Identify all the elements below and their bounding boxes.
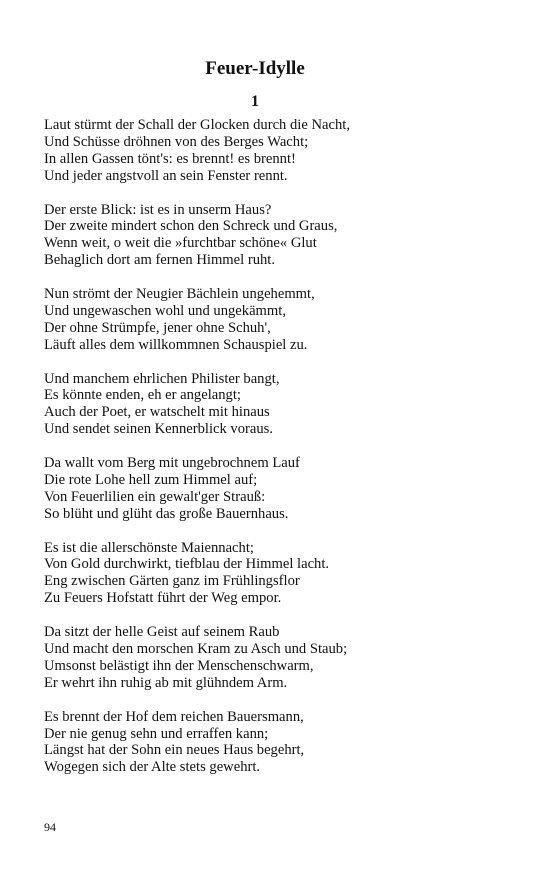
- verse-line: Eng zwischen Gärten ganz im Frühlingsflor: [44, 573, 300, 590]
- stanza: [44, 709, 484, 777]
- verse-line: Behaglich dort am fernen Himmel ruht.: [44, 252, 275, 269]
- verse-line: In allen Gassen tönt's: es brennt! es brennt!: [44, 150, 296, 167]
- verse-line: Da wallt vom Berg mit ungebrochnem Lauf: [44, 455, 300, 472]
- stanza: [44, 540, 484, 608]
- verse-line: Und manchem ehrlichen Philister bangt,: [44, 370, 280, 387]
- verse-line: Der ohne Strümpfe, jener ohne Schuh',: [44, 319, 271, 336]
- verse-line: Da sitzt der helle Geist auf seinem Raub: [44, 624, 280, 641]
- page-number: 94: [44, 820, 56, 834]
- verse-line: Und Schüsse dröhnen von des Berges Wacht;: [44, 133, 309, 150]
- section-number: 1: [251, 93, 259, 110]
- verse-line: Und sendet seinen Kennerblick voraus.: [44, 421, 273, 438]
- verse-line: Wogegen sich der Alte stets gewehrt.: [44, 759, 261, 776]
- verse-line: Es könnte enden, eh er angelangt;: [44, 387, 241, 404]
- verse-line: Auch der Poet, er watschelt mit hinaus: [44, 404, 270, 421]
- verse-line: Der erste Blick: ist es in unserm Haus?: [44, 201, 272, 218]
- stanza: [44, 202, 484, 270]
- verse-line: Zu Feuers Hofstatt führt der Weg empor.: [44, 590, 282, 607]
- verse-line: Nun strömt der Neugier Bächlein ungehemmt,: [44, 286, 315, 303]
- verse-line: Er wehrt ihn ruhig ab mit glühndem Arm.: [44, 674, 288, 691]
- stanza: [44, 624, 484, 692]
- verse-line: So blüht und glüht das große Bauernhaus.: [44, 505, 289, 522]
- verse-line: Der nie genug sehn und erraffen kann;: [44, 725, 269, 742]
- verse-line: Läuft alles dem willkommnen Schauspiel zu.: [44, 336, 308, 353]
- verse-line: Die rote Lohe hell zum Himmel auf;: [44, 471, 258, 488]
- verse-line: Von Gold durchwirkt, tiefblau der Himmel lacht.: [44, 556, 330, 573]
- verse-line: Laut stürmt der Schall der Glocken durch die Nacht,: [44, 117, 350, 133]
- stanza: [44, 117, 484, 185]
- verse-line: Wenn weit, o weit die »furchtbar schöne« Glut: [44, 235, 317, 252]
- verse-line: Von Feuerlilien ein gewalt'ger Strauß:: [44, 488, 266, 505]
- poem-title: Feuer-Idylle: [205, 58, 305, 79]
- verse-line: Umsonst belästigt ihn der Menschenschwarm,: [44, 657, 314, 674]
- verse-line: Es ist die allerschönste Maiennacht;: [44, 539, 254, 556]
- verse-line: Und macht den morschen Kram zu Asch und Staub;: [44, 641, 348, 657]
- verse-line: Längst hat der Sohn ein neues Haus begehrt,: [44, 742, 305, 759]
- verse-line: Und jeder angstvoll an sein Fenster rennt.: [44, 167, 288, 184]
- stanza: [44, 286, 484, 354]
- stanza: [44, 371, 484, 439]
- verse-line: Der zweite mindert schon den Schreck und Graus,: [44, 218, 338, 235]
- verse-line: Und ungewaschen wohl und ungekämmt,: [44, 302, 286, 319]
- verse-line: Es brennt der Hof dem reichen Bauersmann,: [44, 708, 304, 725]
- stanza: [44, 455, 484, 523]
- poem-body: [44, 117, 484, 793]
